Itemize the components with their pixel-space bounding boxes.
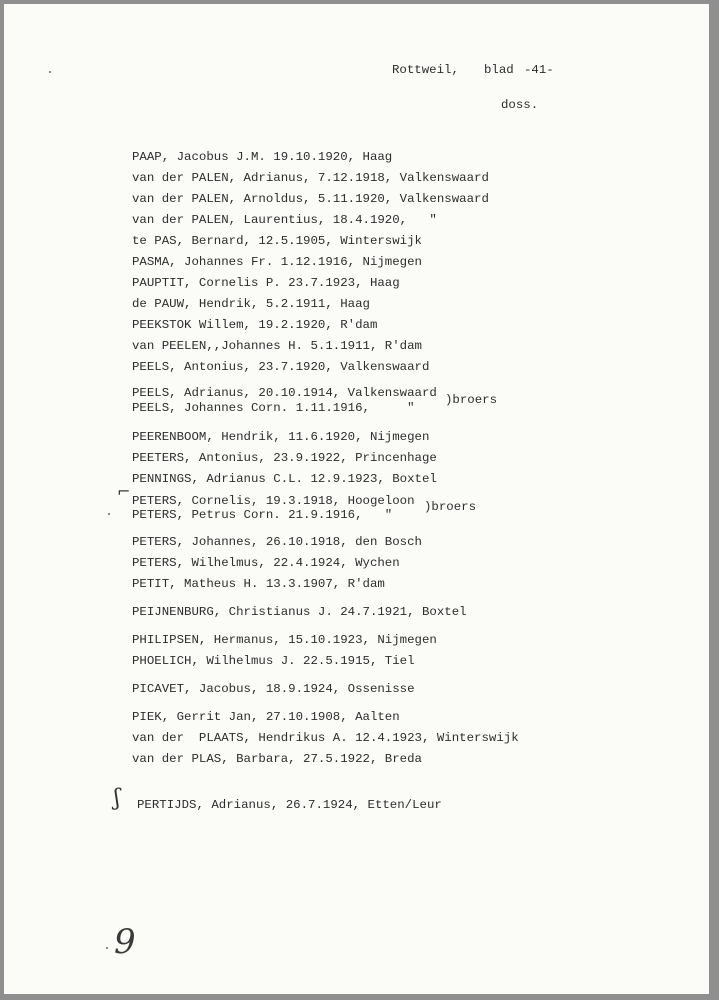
entry: PASMA, Johannes Fr. 1.12.1916, Nijmegen bbox=[132, 255, 422, 269]
stray-mark bbox=[106, 947, 108, 949]
entry: PERTIJDS, Adrianus, 26.7.1924, Etten/Leur bbox=[137, 798, 442, 812]
entry: van der PALEN, Adrianus, 7.12.1918, Valkenswaard bbox=[132, 171, 489, 185]
entry: PEERENBOOM, Hendrik, 11.6.1920, Nijmegen bbox=[132, 430, 430, 444]
bracket-broers-2: )broers bbox=[424, 500, 477, 514]
entry: PETERS, Wilhelmus, 22.4.1924, Wychen bbox=[132, 556, 400, 570]
header-doss: doss. bbox=[501, 98, 539, 112]
entry: PEETERS, Antonius, 23.9.1922, Princenhage bbox=[132, 451, 437, 465]
entry: PAAP, Jacobus J.M. 19.10.1920, Haag bbox=[132, 150, 393, 164]
entry: van der PALEN, Laurentius, 18.4.1920, " bbox=[132, 213, 437, 227]
header-place: Rottweil, bbox=[392, 63, 459, 77]
document-page bbox=[4, 4, 709, 994]
stray-mark bbox=[49, 71, 51, 73]
entry: PEELS, Adrianus, 20.10.1914, Valkenswaard bbox=[132, 386, 437, 400]
entry: van PEELEN,,Johannes H. 5.1.1911, R'dam bbox=[132, 339, 422, 353]
entry: PENNINGS, Adrianus C.L. 12.9.1923, Boxtel bbox=[132, 472, 437, 486]
entry: PEELS, Johannes Corn. 1.11.1916, " bbox=[132, 401, 415, 415]
handwritten-page-number: 9 bbox=[114, 922, 136, 962]
header-blad: blad bbox=[484, 63, 514, 77]
entry: PETERS, Petrus Corn. 21.9.1916, " bbox=[132, 508, 393, 522]
header-page-number: -41- bbox=[524, 63, 554, 77]
entry: van der PALEN, Arnoldus, 5.11.1920, Valkenswaard bbox=[132, 192, 489, 206]
entry: PHILIPSEN, Hermanus, 15.10.1923, Nijmegen bbox=[132, 633, 437, 647]
entry: PEEKSTOK Willem, 19.2.1920, R'dam bbox=[132, 318, 378, 332]
checkmark-icon: ⌐ bbox=[117, 482, 131, 501]
entry: PICAVET, Jacobus, 18.9.1924, Ossenisse bbox=[132, 682, 415, 696]
entry: PETERS, Johannes, 26.10.1918, den Bosch bbox=[132, 535, 422, 549]
entry: PHOELICH, Wilhelmus J. 22.5.1915, Tiel bbox=[132, 654, 415, 668]
entry: te PAS, Bernard, 12.5.1905, Winterswijk bbox=[132, 234, 422, 248]
checkmark-icon: ʃ bbox=[114, 786, 120, 811]
entry: PETERS, Cornelis, 19.3.1918, Hoogeloon bbox=[132, 494, 415, 508]
stray-mark bbox=[108, 513, 110, 515]
entry: PETIT, Matheus H. 13.3.1907, R'dam bbox=[132, 577, 385, 591]
entry: de PAUW, Hendrik, 5.2.1911, Haag bbox=[132, 297, 370, 311]
entry: van der PLAATS, Hendrikus A. 12.4.1923, Winterswijk bbox=[132, 731, 519, 745]
entry: PIEK, Gerrit Jan, 27.10.1908, Aalten bbox=[132, 710, 400, 724]
entry: van der PLAS, Barbara, 27.5.1922, Breda bbox=[132, 752, 422, 766]
entry: PEIJNENBURG, Christianus J. 24.7.1921, Boxtel bbox=[132, 605, 467, 619]
bracket-broers-1: )broers bbox=[445, 393, 498, 407]
entry: PAUPTIT, Cornelis P. 23.7.1923, Haag bbox=[132, 276, 400, 290]
entry: PEELS, Antonius, 23.7.1920, Valkenswaard bbox=[132, 360, 430, 374]
